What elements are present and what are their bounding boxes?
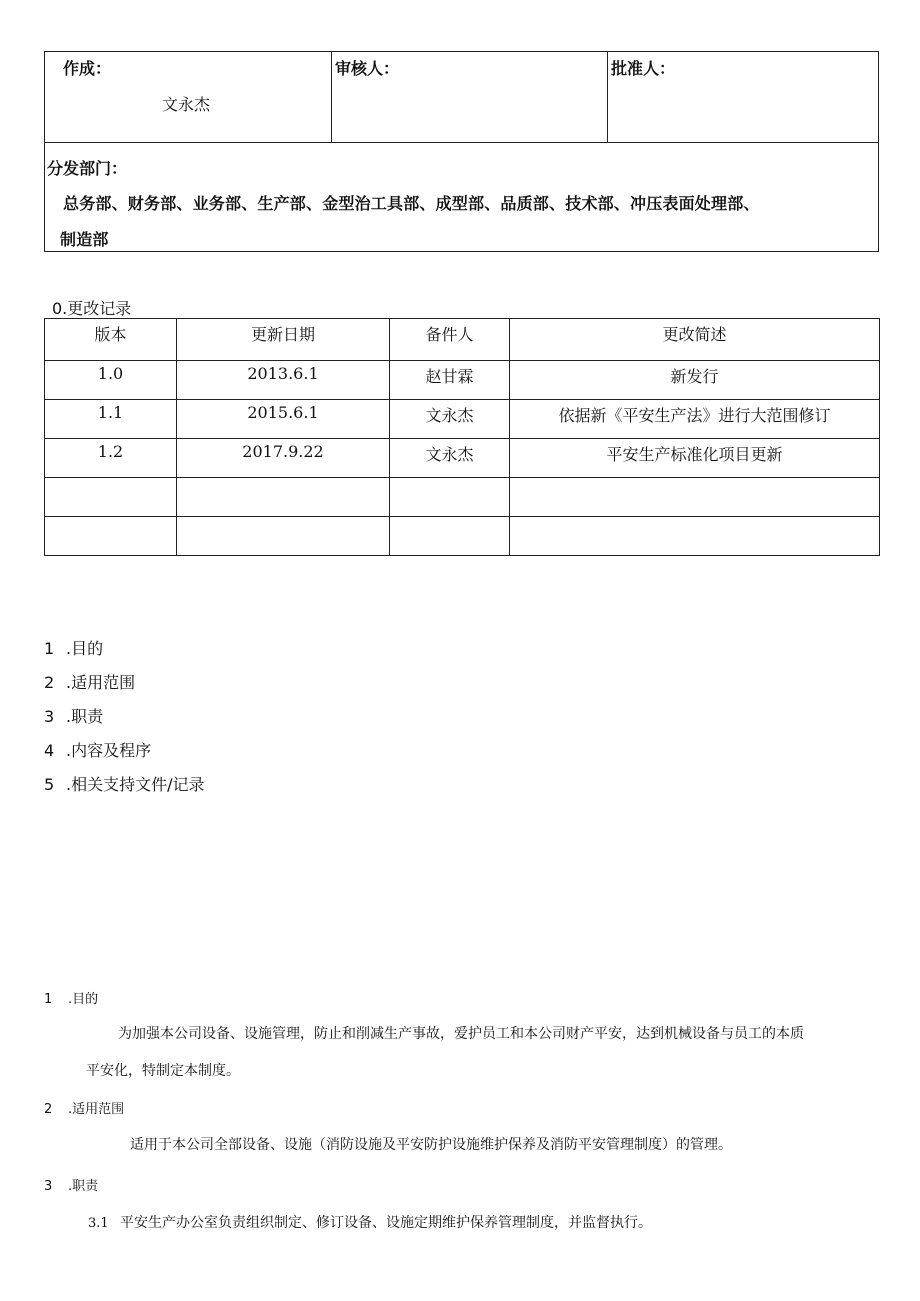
toc-text: .目的 <box>66 639 104 658</box>
revision-record-title: 0.更改记录 <box>52 299 132 318</box>
distribution-label: 分发部门： <box>47 159 128 178</box>
prepared-label: 作成： <box>63 59 112 78</box>
header-version: 版本 <box>45 319 177 361</box>
approval-signature-row <box>45 52 878 143</box>
toc-number: 4 <box>44 741 55 760</box>
cell-version: 1.1 <box>45 400 177 439</box>
scope-paragraph: 适用于本公司全部设备、设施（消防设施及平安防护设施维护保养及消防平安管理制度）的管理。 <box>130 1137 732 1153</box>
approval-block <box>44 51 879 252</box>
toc-item <box>44 738 151 761</box>
cell-date: 2017.9.22 <box>177 439 390 478</box>
section-title: .适用范围 <box>68 1102 125 1117</box>
revision-table <box>44 318 880 556</box>
toc-number: 2 <box>44 673 55 692</box>
cell-summary: 新发行 <box>510 361 880 400</box>
toc-text: .内容及程序 <box>66 741 152 760</box>
toc-item <box>44 636 103 659</box>
item-number: 3.1 <box>88 1216 109 1231</box>
toc-text: .适用范围 <box>66 673 136 692</box>
cell-author: 赵甘霖 <box>390 361 510 400</box>
cell-author: 文永杰 <box>390 439 510 478</box>
cell-date <box>177 517 390 556</box>
section-number: 3 <box>44 1179 53 1194</box>
table-row <box>45 439 880 478</box>
revision-header-row <box>45 319 880 361</box>
item-text: 平安生产办公室负责组织制定、修订设备、设施定期维护保养管理制度，并监督执行。 <box>120 1215 652 1231</box>
cell-summary: 依据新《平安生产法》进行大范围修订 <box>510 400 880 439</box>
table-row <box>45 478 880 517</box>
cell-version <box>45 517 177 556</box>
approver-label: 批准人： <box>611 59 676 78</box>
section-heading-scope <box>44 1098 124 1117</box>
purpose-paragraph-line2: 平安化，特制定本制度。 <box>86 1063 240 1079</box>
approver-cell <box>608 52 878 142</box>
responsibility-item-3-1 <box>88 1212 652 1232</box>
cell-author <box>390 517 510 556</box>
cell-date: 2013.6.1 <box>177 361 390 400</box>
toc-item <box>44 704 103 727</box>
header-update-date: 更新日期 <box>177 319 390 361</box>
distribution-departments-line1: 总务部、财务部、业务部、生产部、金型治工具部、成型部、品质部、技术部、冲压表面处理部、 <box>63 194 760 213</box>
toc-number: 5 <box>44 775 55 794</box>
distribution-departments-line2: 制造部 <box>60 230 109 249</box>
section-heading-responsibilities <box>44 1175 98 1194</box>
cell-author: 文永杰 <box>390 400 510 439</box>
header-change-summary: 更改简述 <box>510 319 880 361</box>
prepared-cell <box>45 52 332 142</box>
toc-text: .职责 <box>66 707 104 726</box>
prepared-name: 文永杰 <box>162 95 211 114</box>
toc-number: 3 <box>44 707 55 726</box>
reviewer-label: 审核人： <box>335 59 400 78</box>
purpose-paragraph-line1: 为加强本公司设备、设施管理，防止和削减生产事故，爱护员工和本公司财产平安，达到机械设备与员工的本质 <box>118 1026 804 1042</box>
cell-version <box>45 478 177 517</box>
cell-summary <box>510 478 880 517</box>
section-heading-purpose <box>44 988 98 1007</box>
cell-date: 2015.6.1 <box>177 400 390 439</box>
cell-summary: 平安生产标准化项目更新 <box>510 439 880 478</box>
table-row <box>45 517 880 556</box>
toc-number: 1 <box>44 639 55 658</box>
cell-summary <box>510 517 880 556</box>
cell-version: 1.2 <box>45 439 177 478</box>
reviewer-cell <box>332 52 608 142</box>
toc-text: .相关支持文件/记录 <box>66 775 205 794</box>
section-title: .职责 <box>68 1179 99 1194</box>
section-number: 1 <box>44 992 53 1007</box>
cell-version: 1.0 <box>45 361 177 400</box>
cell-date <box>177 478 390 517</box>
toc-item <box>44 772 204 795</box>
table-row <box>45 400 880 439</box>
section-number: 2 <box>44 1102 53 1117</box>
table-row <box>45 361 880 400</box>
toc-item <box>44 670 135 693</box>
section-title: .目的 <box>68 992 99 1007</box>
header-author: 备件人 <box>390 319 510 361</box>
cell-author <box>390 478 510 517</box>
